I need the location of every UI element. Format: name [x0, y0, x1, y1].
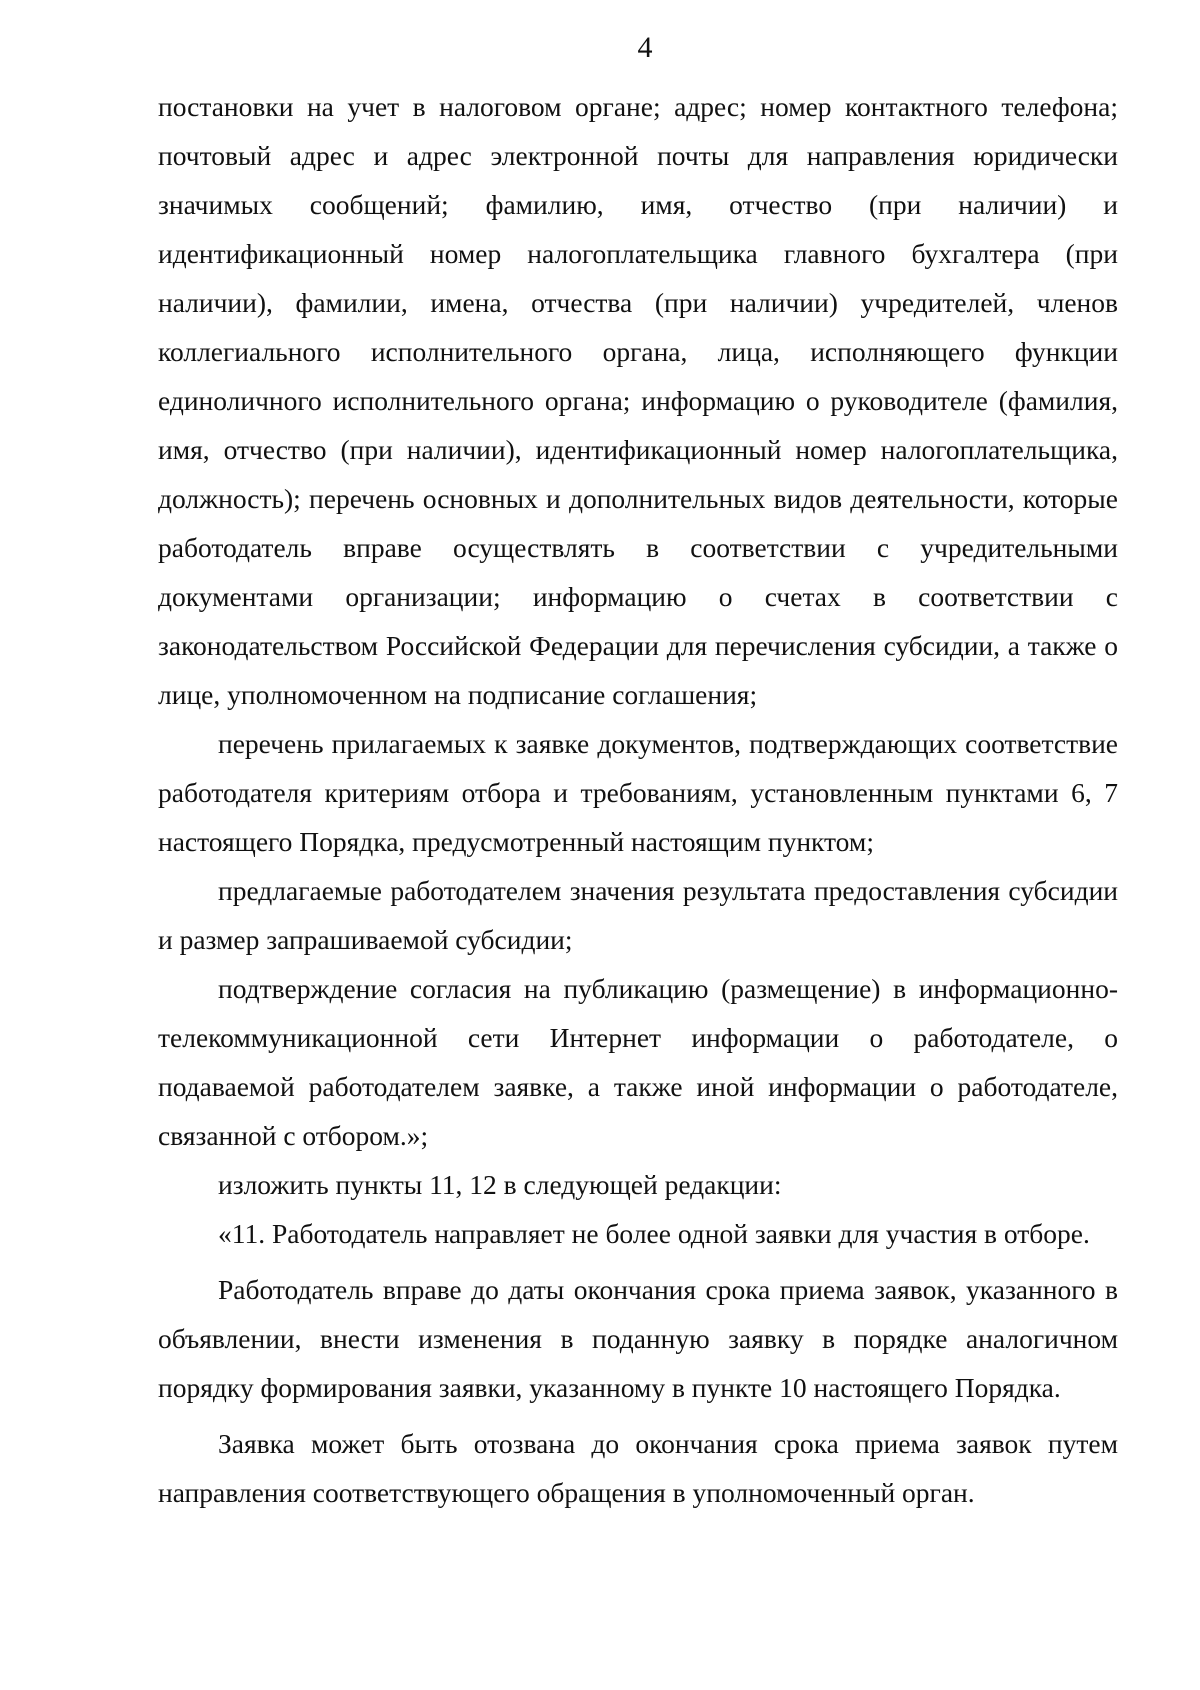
paragraph-amend-clauses: изложить пункты 11, 12 в следующей редакции:	[218, 1169, 782, 1200]
paragraph-applicant-details: постановки на учет в налоговом органе; адрес; номер контактного телефона; почтовый адрес и адрес электронной почты для направления юридически значимых сообщений; фамилию, имя, отчество (при наличии) и идентификационный номер налогоплательщика главного бухгалтера (при наличии), фамилии, имена, отчества (при наличии) учредителей, членов коллегиального исполнительного органа, лица, исполняющего функции единоличного исполнительного органа; информацию о руководителе (фамилия, имя, отчество (при наличии), идентификационный номер налогоплательщика, должность); перечень основных и дополнительных видов деятельности, которые работодатель вправе осуществлять в соответствии с учредительными документами организации; информацию о счетах в соответствии с законодательством Российской Федерации для перечисления субсидии, а также о лице, уполномоченном на подписание соглашения;	[158, 91, 1118, 710]
paragraph-result-values: предлагаемые работодателем значения результата предоставления субсидии и размер запрашиваемой субсидии;	[158, 875, 1118, 955]
document-body	[158, 82, 1118, 1517]
paragraph-amend-application: Работодатель вправе до даты окончания срока приема заявок, указанного в объявлении, внести изменения в поданную заявку в порядке аналогичном порядку формирования заявки, указанному в пункте 10 настоящего Порядка.	[158, 1274, 1118, 1403]
page-number: 4	[637, 31, 653, 64]
paragraph-withdraw-application: Заявка может быть отозвана до окончания срока приема заявок путем направления соответствующего обращения в уполномоченный орган.	[158, 1428, 1118, 1508]
paragraph-clause-11: «11. Работодатель направляет не более одной заявки для участия в отборе.	[218, 1218, 1090, 1249]
paragraph-publication-consent: подтверждение согласия на публикацию (размещение) в информационно-телекоммуникационной сети Интернет информации о работодателе, о подаваемой работодателем заявке, а также иной информации о работодателе, связанной с отбором.»;	[158, 973, 1118, 1151]
paragraph-attached-documents: перечень прилагаемых к заявке документов, подтверждающих соответствие работодателя критериям отбора и требованиям, установленным пунктами 6, 7 настоящего Порядка, предусмотренный настоящим пунктом;	[158, 728, 1118, 857]
